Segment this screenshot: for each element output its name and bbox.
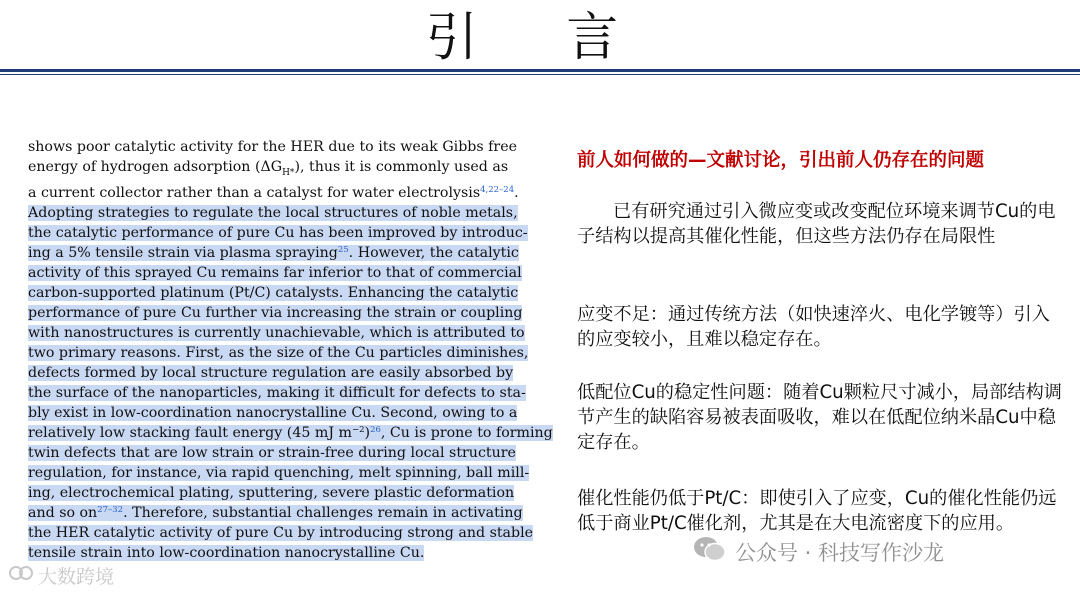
highlighted-text: ing, electrochemical plating, sputtering, severe plastic deformation (28, 484, 515, 501)
excerpt-line (28, 323, 525, 343)
excerpt-line (28, 443, 516, 463)
watermark-text: 公众号 · 科技写作沙龙 (735, 540, 945, 565)
highlighted-text: regulation, for instance, via rapid quenching, melt spinning, ball mill- (28, 464, 530, 481)
brand-logo-icon (8, 563, 34, 588)
stability-paragraph: 低配位Cu的稳定性问题：随着Cu颗粒尺寸减小，局部结构调节产生的缺陷容易被表面吸收，难以在低配位纳米晶Cu中稳定存在。 (577, 382, 1062, 453)
unit-superscript: −2 (352, 424, 365, 435)
highlighted-text: . However, the catalytic (348, 244, 519, 261)
highlighted-text: relatively low stacking fault energy (45 mJ m (28, 424, 352, 441)
title-divider-thin (0, 74, 1080, 75)
highlighted-text: , Cu is prone to forming (380, 424, 553, 441)
excerpt-text: energy of hydrogen adsorption (ΔG (28, 159, 283, 175)
highlighted-text: Adopting strategies to regulate the local structures of noble metals, (28, 204, 518, 221)
excerpt-text: shows poor catalytic activity for the HER due to its weak Gibbs free (28, 139, 517, 155)
wechat-icon (693, 535, 727, 568)
excerpt-line (28, 363, 514, 383)
watermark-text: 大数跨境 (38, 566, 115, 588)
highlighted-text: twin defects that are low strain or strain-free during local structure (28, 444, 516, 461)
watermark-right (693, 535, 944, 568)
excerpt-line (28, 423, 553, 443)
highlighted-text: ing a 5% tensile strain via plasma spraying (28, 244, 338, 261)
excerpt-text: ), thus it is commonly used as (294, 159, 509, 175)
highlighted-text: ) (364, 424, 371, 441)
excerpt-line (28, 183, 519, 203)
excerpt-line (28, 463, 530, 483)
excerpt-text: . (514, 184, 519, 201)
excerpt-line (28, 303, 523, 323)
performance-paragraph: 催化性能仍低于Pt/C：即使引入了应变，Cu的催化性能仍远低于商业Pt/C催化剂，尤其是在大电流密度下的应用。 (577, 488, 1057, 534)
citation-ref: 25 (337, 244, 349, 255)
highlighted-text: the surface of the nanoparticles, making it difficult for defects to sta- (28, 384, 526, 401)
excerpt-subscript: H* (282, 167, 295, 178)
excerpt-line (28, 243, 519, 263)
excerpt-line (28, 223, 528, 243)
highlighted-text: two primary reasons. First, as the size of the Cu particles diminishes, (28, 344, 529, 361)
excerpt-text: a current collector rather than a catalyst for water electrolysis (28, 184, 481, 201)
excerpt-line (28, 483, 515, 503)
citation-ref: 27–32 (97, 504, 124, 515)
highlighted-text: bly exist in low-coordination nanocrystalline Cu. Second, owing to a (28, 404, 518, 421)
excerpt-line (28, 543, 506, 563)
highlighted-text: carbon-supported platinum (Pt/C) catalysts. Enhancing the catalytic (28, 284, 519, 301)
title-divider (0, 69, 1080, 72)
highlighted-text: performance of pure Cu further via increasing the strain or coupling (28, 304, 523, 321)
summary-paragraph: 已有研究通过引入微应变或改变配位环境来调节Cu的电子结构以提高其催化性能，但这些方法仍存在局限性 (577, 201, 1056, 247)
excerpt-line (28, 403, 518, 423)
excerpt-line (28, 523, 534, 543)
highlighted-text: . Therefore, substantial challenges remain in activating (123, 504, 523, 521)
citation-ref: 4,22–24 (480, 184, 515, 195)
section-heading: 前人如何做的—文献讨论，引出前人仍存在的问题 (577, 150, 985, 171)
highlighted-text: with nanostructures is currently unachievable, which is attributed to (28, 324, 525, 341)
excerpt-line (28, 503, 523, 523)
highlighted-text: and so on (28, 504, 98, 521)
excerpt-line (28, 383, 526, 403)
page-title: 引 言 (425, 8, 655, 68)
citation-ref: 26 (370, 424, 381, 435)
highlighted-text: tensile strain into low-coordination nanocrystalline Cu. (28, 544, 425, 561)
excerpt-line (28, 137, 517, 157)
highlighted-text: the HER catalytic activity of pure Cu by introducing strong and stable (28, 524, 534, 541)
highlighted-text: defects formed by local structure regulation are easily absorbed by (28, 364, 514, 381)
watermark-left (8, 562, 114, 589)
excerpt-line (28, 263, 522, 283)
paper-excerpt (28, 137, 553, 563)
excerpt-line (28, 157, 509, 183)
highlighted-text: the catalytic performance of pure Cu has been improved by introduc- (28, 224, 528, 241)
excerpt-line (28, 283, 519, 303)
highlighted-text: activity of this sprayed Cu remains far inferior to that of commercial (28, 264, 522, 281)
excerpt-line (28, 203, 518, 223)
excerpt-line (28, 343, 529, 363)
strain-paragraph: 应变不足：通过传统方法（如快速淬火、电化学镀等）引入的应变较小，且难以稳定存在。 (577, 304, 1050, 350)
